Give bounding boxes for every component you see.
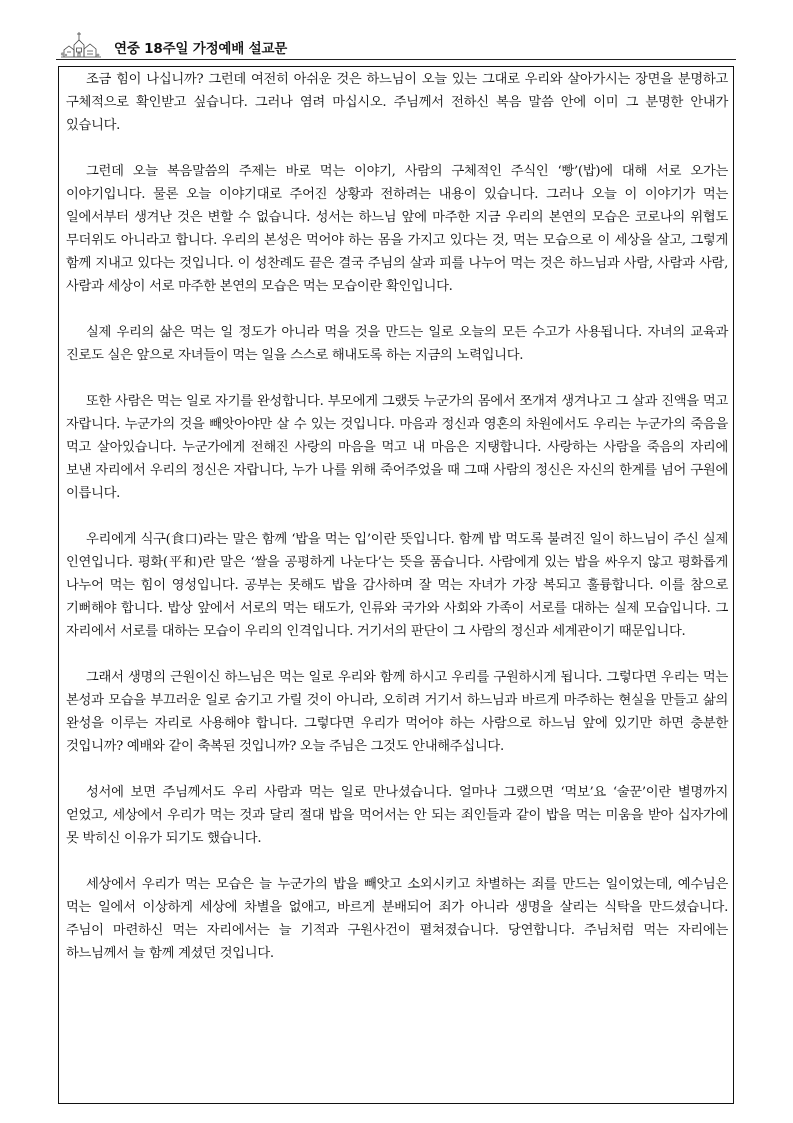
paragraph: 그런데 오늘 복음말씀의 주제는 바로 먹는 이야기, 사람의 구체적인 주식인 ‘빵’(밥)에 대해 서로 오가는 이야기입니다. 물론 오늘 이야기대로 주어진 상황과 전하려는 내용이 있습니다. 그러나 오늘 이 이야기가 먹는 일에서부터 생겨난 것은 변할 수 없습니다. 성서는 하느님 앞에 마주한 지금 우리의 본연의 모습은 코로나의 위협도 무더위도 아니라고 합니다. 우리의 본성은 먹어야 하는 몸을 가지고 있다는 것, 먹는 모습으로 이 세상을 살고, 그렇게 함께 지내고 있다는 것입니다. 이 성찬례도 끝은 결국 주님의 살과 피를 나누어 먹는 것은 하느님과 사람, 사람과 사람, 사람과 세상이 서로 마주한 본연의 모습은 먹는 모습이란 확인입니다. [66,164,728,294]
header-divider [56,59,736,60]
paragraph: 세상에서 우리가 먹는 모습은 늘 누군가의 밥을 빼앗고 소외시키고 차별하는 죄를 만드는 일이었는데, 예수님은 먹는 일에서 이상하게 세상에 차별을 없애고, 바르게 분배되어 죄가 아니라 생명을 살리는 식탁을 만드셨습니다. 주님이 마련하신 먹는 자리에서는 늘 기적과 구원사건이 펼쳐졌습니다. 당연합니다. 주님처럼 먹는 자리에는 하느님께서 늘 함께 계셨던 것입니다. [66,877,728,961]
paragraph: 또한 사람은 먹는 일로 자기를 완성합니다. 부모에게 그랬듯 누군가의 몸에서 쪼개져 생겨나고 그 살과 진액을 먹고 자랍니다. 누군가의 것을 빼앗아야만 살 수 있는 것입니다. 마음과 정신과 영혼의 차원에서도 우리는 누군가의 죽음을 먹고 살아있습니다. 누군가에게 전해진 사랑의 마음을 먹고 내 마음은 지탱합니다. 사랑하는 사람을 죽음의 자리에 보낸 자리에서 우리의 정신은 자랍니다, 누가 나를 위해 죽어주었을 때 그때 사람의 정신은 자신의 한계를 넘어 구원에 이릅니다. [66,394,728,501]
paragraph: 그래서 생명의 근원이신 하느님은 먹는 일로 우리와 함께 하시고 우리를 구원하시게 됩니다. 그렇다면 우리는 먹는 본성과 모습을 부끄러운 일로 숨기고 가릴 것이 아니라, 오히려 거기서 하느님과 바르게 마주하는 현실을 만들고 삶의 완성을 이루는 자리로 사용해야 합니다. 그렇다면 우리가 먹어야 하는 사람으로 하느님 앞에 있기만 하면 충분한 것입니까? 예배와 같이 축복된 것입니까? 오늘 주님은 그것도 안내해주십니다. [66,670,728,754]
paragraph: 우리에게 식구(食口)라는 말은 함께 ‘밥을 먹는 입’이란 뜻입니다. 함께 밥 먹도록 불려진 일이 하느님이 주신 실제 인연입니다. 평화(平和)란 말은 ‘쌀을 공평하게 나눈다’는 뜻을 품습니다. 사람에게 있는 밥을 싸우지 않고 평화롭게 나누어 먹는 힘이 영성입니다. 공부는 못해도 밥을 감사하며 잘 먹는 자녀가 가장 복되고 훌륭합니다. 이를 참으로 기뻐해야 합니다. 밥상 앞에서 서로의 먹는 태도가, 인류와 국가와 사회와 가족이 서로를 대하는 실제 모습입니다. 그 자리에서 서로를 대하는 모습이 우리의 인격입니다. 거기서의 판단이 그 사람의 정신과 세계관이기 때문입니다. [66,532,728,639]
page-header [56,28,736,60]
sermon-body [66,68,728,988]
page-title: 연중 18주일 가정예배 설교문 [114,41,288,57]
paragraph: 실제 우리의 삶은 먹는 일 정도가 아니라 먹을 것을 만드는 일로 오늘의 모든 수고가 사용됩니다. 자녀의 교육과 진로도 실은 앞으로 자녀들이 먹는 일을 스스로 해내도록 하는 지금의 노력입니다. [66,325,728,363]
paragraph: 조금 힘이 나십니까? 그런데 여전히 아쉬운 것은 하느님이 오늘 있는 그대로 우리와 살아가시는 장면을 분명하고 구체적으로 확인받고 싶습니다. 그러나 염려 마십시오. 주님께서 전하신 복음 말씀 안에 이미 그 분명한 안내가 있습니다. [66,72,728,133]
paragraph: 성서에 보면 주님께서도 우리 사람과 먹는 일로 만나셨습니다. 얼마나 그랬으면 ‘먹보’요 ‘술꾼’이란 별명까지 얻었고, 세상에서 우리가 먹는 것과 달리 절대 밥을 먹어서는 안 되는 죄인들과 같이 밥을 먹는 미움을 받아 십자가에 못 박히신 이유가 되기도 했습니다. [66,785,728,846]
church-building-icon [60,28,102,58]
